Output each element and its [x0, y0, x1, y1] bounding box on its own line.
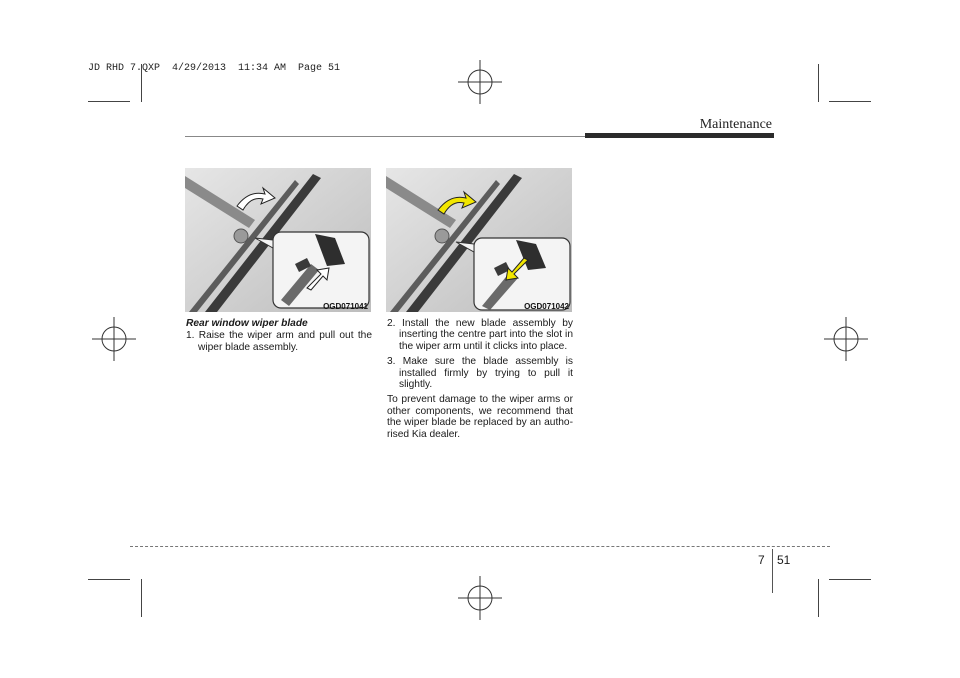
registration-target-right — [824, 317, 868, 361]
section-title: Maintenance — [699, 117, 772, 132]
figure-remove-blade — [185, 168, 371, 312]
right-column — [387, 318, 573, 444]
header-rule-accent — [585, 133, 774, 138]
subsection-heading: Rear window wiper blade — [186, 318, 308, 329]
page-number: 51 — [777, 553, 791, 567]
print-slug: JD RHD 7.QXP 4/29/2013 11:34 AM Page 51 — [88, 63, 341, 74]
registration-target-left — [92, 317, 136, 361]
step-3: 3. Make sure the blade assembly is installed firmly by trying to pull it slightly. — [387, 356, 573, 391]
page-number-divider — [772, 549, 773, 593]
wiper-removal-illustration — [185, 168, 371, 312]
wiper-install-illustration — [386, 168, 572, 312]
left-column — [186, 318, 372, 357]
figure-code: OGD071041 — [323, 302, 368, 311]
figure-install-blade — [386, 168, 572, 312]
registration-target-top — [458, 60, 502, 104]
chapter-number: 7 — [758, 553, 765, 567]
step-1: 1. Raise the wiper arm and pull out the wiper blade assembly. — [186, 330, 372, 353]
header-rule — [185, 136, 585, 137]
footer-rule — [130, 546, 830, 547]
registration-target-bottom — [458, 576, 502, 620]
step-2: 2. Install the new blade assembly by inserting the centre part into the slot in the wiper arm until it clicks into place. — [387, 318, 573, 352]
figure-code: OGD071042 — [524, 302, 569, 311]
note-paragraph: To prevent damage to the wiper arms or other components, we recommend that the wiper blade be replaced by an autho-rised Kia dealer. — [387, 394, 573, 440]
